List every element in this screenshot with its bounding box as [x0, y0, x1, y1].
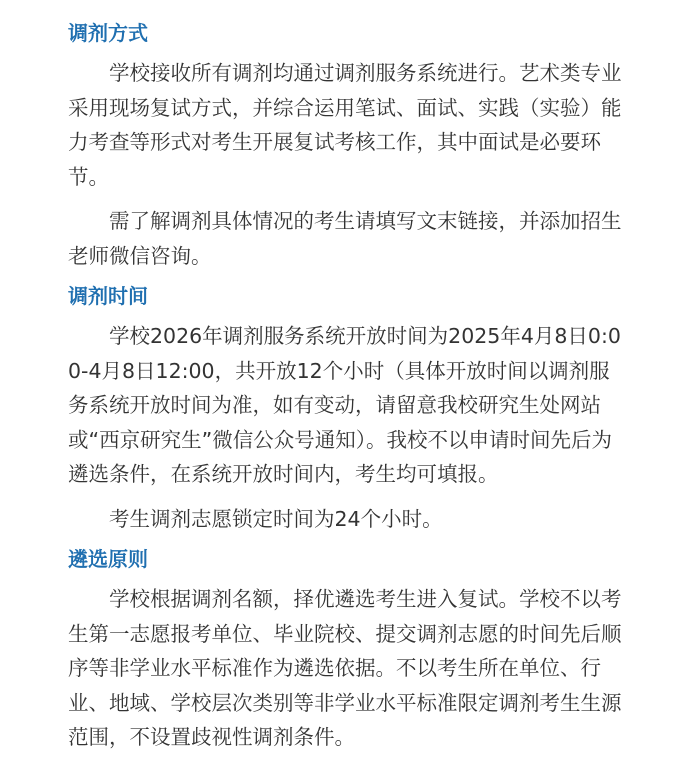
time-paragraph-1: 学校2026年调剂服务系统开放时间为2025年4月8日0:00-4月8日12:00，共开放12个小时（具体开放时间以调剂服务系统开放时间为准，如有变动，请留意我校研究生处网站或“西京研究生”微信公众号通知）。我校不以申请时间先后为遴选条件，在系统开放时间内，考生均可填报。	[68, 324, 621, 486]
selection-paragraph-1: 学校根据调剂名额，择优遴选考生进入复试。学校不以考生第一志愿报考单位、毕业院校、提交调剂志愿的时间先后顺序等非学业水平标准作为遴选依据。不以考生所在单位、行业、地域、学校层次类别等非学业水平标准限定调剂考生生源范围，不设置歧视性调剂条件。	[68, 587, 622, 749]
method-paragraph-1: 学校接收所有调剂均通过调剂服务系统进行。艺术类专业采用现场复试方式，并综合运用笔试、面试、实践（实验）能力考查等形式对考生开展复试考核工作，其中面试是必要环节。	[68, 61, 622, 189]
section-heading-selection: 遴选原则	[68, 547, 148, 571]
section-heading-time: 调剂时间	[68, 284, 148, 308]
method-paragraph-2: 需了解调剂具体情况的考生请填写文末链接，并添加招生老师微信咨询。	[68, 209, 622, 268]
time-paragraph-2: 考生调剂志愿锁定时间为24个小时。	[109, 506, 443, 531]
section-heading-method: 调剂方式	[68, 21, 148, 45]
